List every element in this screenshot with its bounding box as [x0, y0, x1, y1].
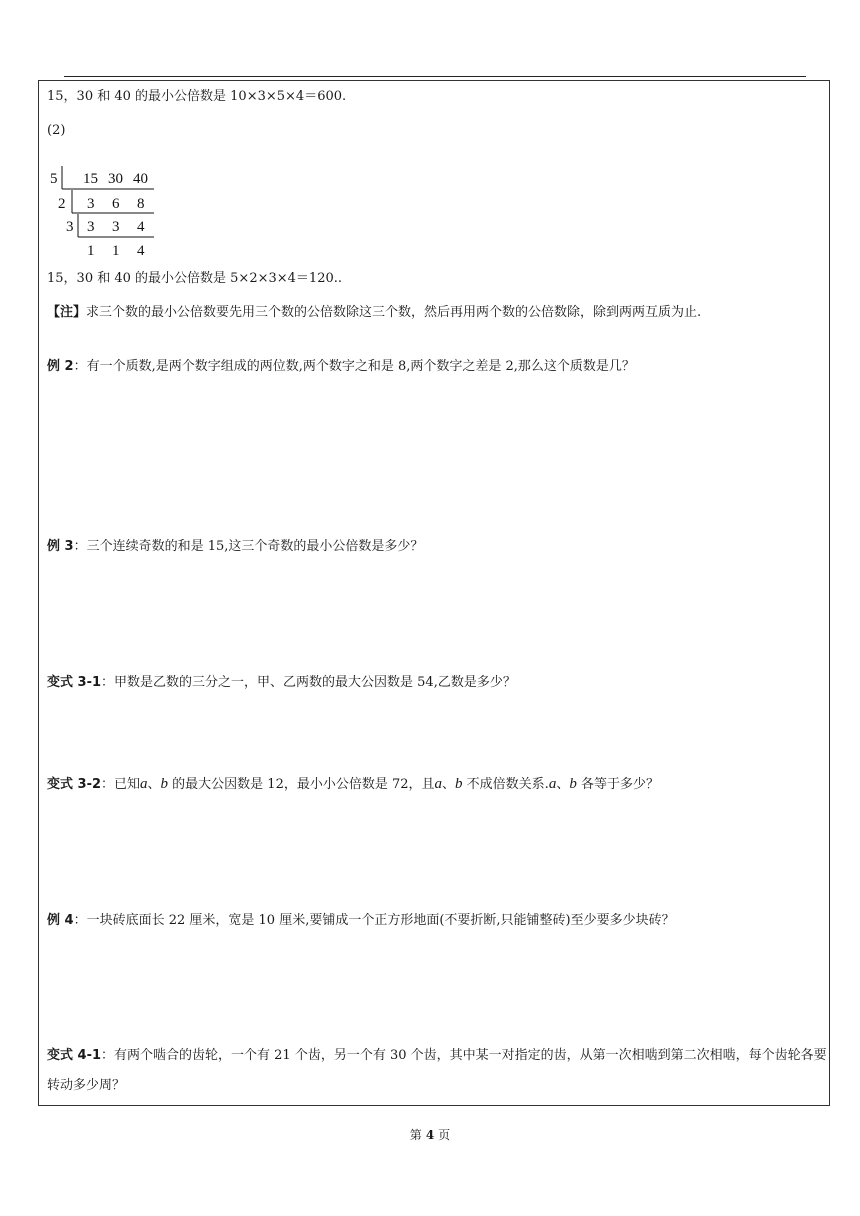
- header-rule: [64, 76, 806, 77]
- variant32-label: 变式 3-2: [47, 777, 102, 792]
- variant32-sep-2: 、: [442, 777, 456, 792]
- example3-text: ：三个连续奇数的和是 15,这三个奇数的最小公倍数是多少？: [73, 539, 424, 554]
- variant32-var-b-2: b: [455, 776, 463, 792]
- division-cell-2-0: 3: [87, 219, 95, 235]
- division-cell-3-2: 4: [137, 243, 145, 259]
- variant31-text: ：甲数是乙数的三分之一，甲、乙两数的最大公因数是 54,乙数是多少？: [101, 675, 516, 690]
- division-cell-3-1: 1: [112, 243, 120, 259]
- note-line: [47, 304, 701, 322]
- variant32-var-a-3: a: [548, 776, 557, 792]
- note-label: 【注】: [47, 305, 87, 320]
- division-cell-3-0: 1: [87, 243, 95, 259]
- example4-line: [47, 912, 675, 930]
- note-text: 求三个数的最小公倍数要先用三个数的公倍数除这三个数，然后再用两个数的公倍数除，除到两两互质为止.: [86, 305, 702, 320]
- part2-label: (2): [47, 123, 66, 138]
- variant32-var-a: a: [140, 776, 148, 792]
- variant32-part1: 的最大公因数是 12，最小小公倍数是 72，且: [168, 777, 435, 792]
- example3-line: [47, 538, 423, 556]
- variant32-line: [47, 775, 659, 794]
- division-cell-0-1: 30: [108, 171, 123, 187]
- variant31-label: 变式 3-1: [47, 675, 102, 690]
- short-division-diagram: [46, 160, 166, 260]
- short-division-svg: [46, 160, 166, 260]
- variant41-line: [47, 1041, 827, 1101]
- variant32-part3: 各等于多少？: [576, 777, 659, 792]
- footer-page-number: 4: [425, 1128, 435, 1142]
- variant41-text: ：有两个啮合的齿轮，一个有 21 个齿，另一个有 30 个齿，其中某一对指定的齿，从第一次相啮到第二次相啮，每个齿轮各要转动多少周？: [47, 1048, 827, 1093]
- variant32-var-b-3: b: [569, 776, 577, 792]
- division-divisor-0: 5: [50, 171, 58, 187]
- division-cell-0-2: 40: [133, 171, 148, 187]
- variant32-sep: 、: [147, 777, 161, 792]
- division-cell-2-1: 3: [112, 219, 120, 235]
- variant32-var-a-2: a: [434, 776, 443, 792]
- variant32-part2: 不成倍数关系.: [462, 777, 549, 792]
- division-cell-1-0: 3: [87, 196, 95, 212]
- variant32-colon: ：已知: [101, 777, 141, 792]
- example3-label: 例 3: [47, 539, 74, 554]
- division-cell-0-0: 15: [83, 171, 98, 187]
- example4-text: ：一块砖底面长 22 厘米，宽是 10 厘米,要铺成一个正方形地面(不要折断,只能铺整砖)至少要多少块砖？: [73, 913, 675, 928]
- variant31-line: [47, 674, 516, 692]
- variant41-label: 变式 4-1: [47, 1048, 102, 1063]
- footer-prefix: 第: [409, 1128, 422, 1142]
- variant32-var-b: b: [160, 776, 169, 792]
- division-cell-2-2: 4: [137, 219, 145, 235]
- solution2-line: 15，30 和 40 的最小公倍数是 5×2×3×4＝120..: [47, 271, 342, 286]
- division-divisor-1: 2: [58, 196, 66, 212]
- variant32-sep-3: 、: [556, 777, 570, 792]
- solution1-line: 15，30 和 40 的最小公倍数是 10×3×5×4＝600.: [47, 89, 347, 104]
- example4-label: 例 4: [47, 913, 74, 928]
- division-cell-1-2: 8: [137, 196, 145, 212]
- footer-suffix: 页: [438, 1128, 451, 1142]
- example2-text: ：有一个质数,是两个数字组成的两位数,两个数字之和是 8,两个数字之差是 2,那么这个质数是几？: [73, 359, 635, 374]
- example2-label: 例 2: [47, 359, 74, 374]
- division-cell-1-1: 6: [112, 196, 120, 212]
- example2-line: [47, 358, 635, 376]
- page-footer: [0, 1126, 860, 1143]
- division-divisor-2: 3: [66, 219, 74, 235]
